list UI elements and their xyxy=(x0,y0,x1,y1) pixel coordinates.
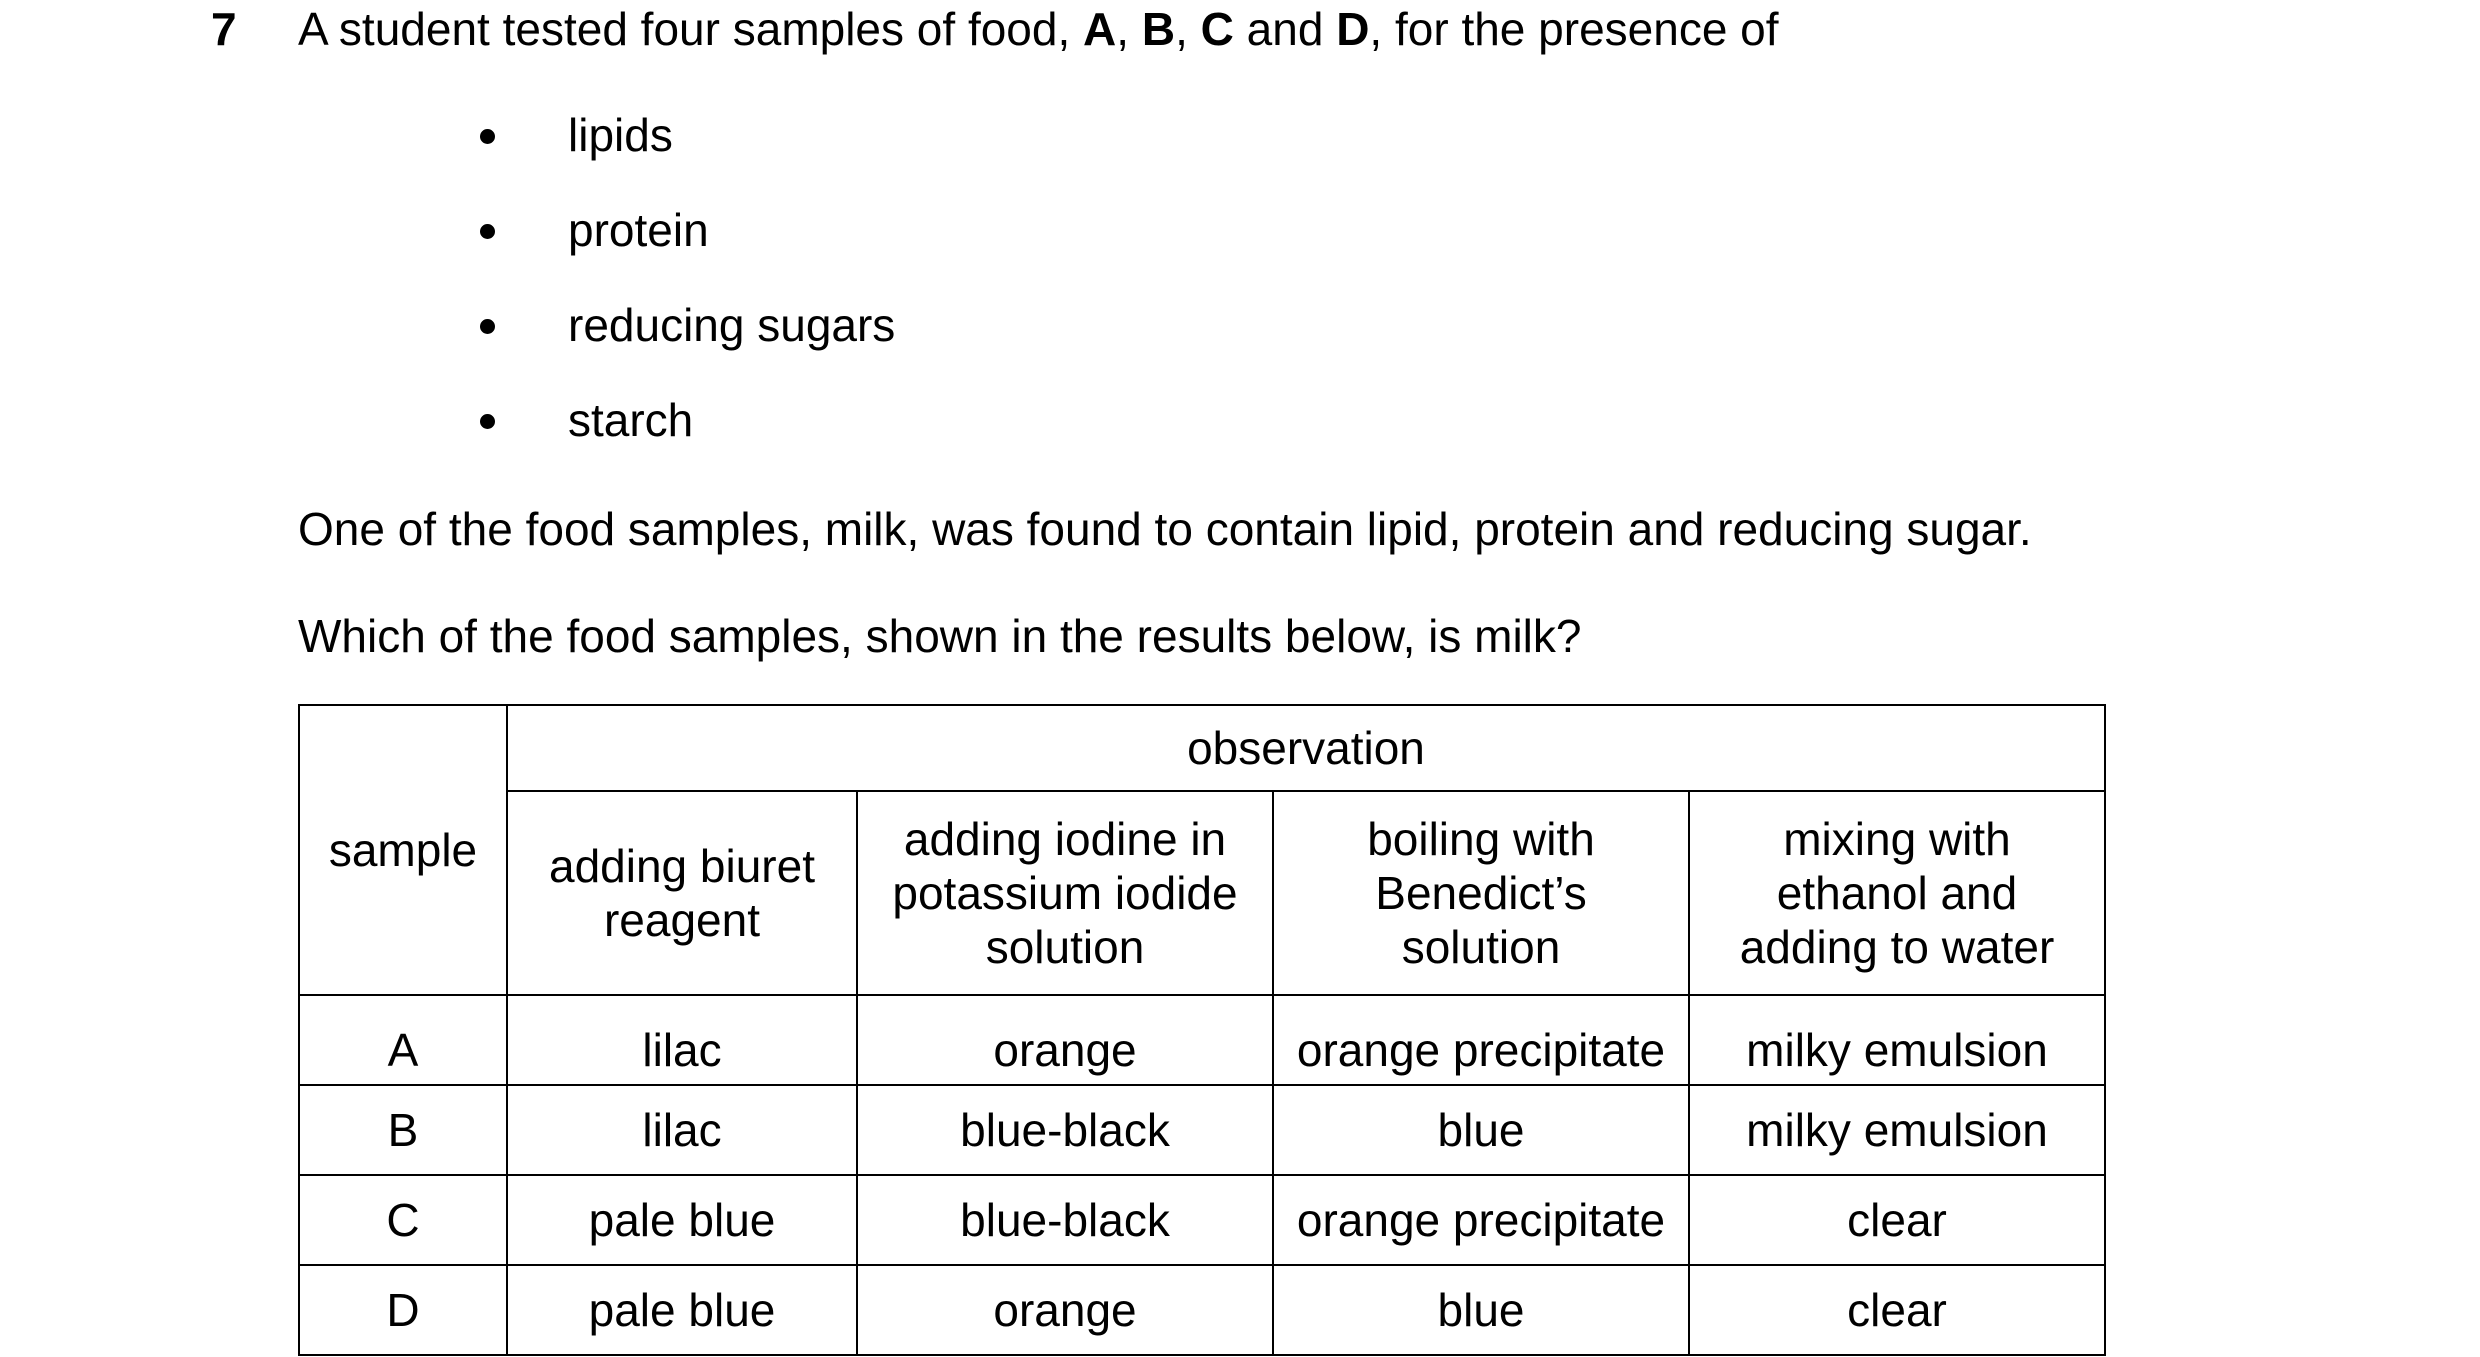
test-name: starch xyxy=(568,394,694,446)
table-cell: orange xyxy=(857,1265,1273,1355)
bullet-icon xyxy=(480,129,495,144)
sample-cell: A xyxy=(299,995,507,1085)
observation-header: observation xyxy=(507,705,2105,791)
header-line: ethanol and xyxy=(1776,867,2018,919)
table-cell: clear xyxy=(1689,1265,2105,1355)
table-cell: pale blue xyxy=(507,1265,857,1355)
test-name: protein xyxy=(568,204,709,256)
question-number: 7 xyxy=(211,3,237,55)
intro-separator: and xyxy=(1233,3,1337,55)
table-cell: pale blue xyxy=(507,1175,857,1265)
table-cell: blue-black xyxy=(857,1085,1273,1175)
table-row xyxy=(299,995,2105,1085)
intro-separator: , xyxy=(1175,3,1201,55)
bullet-icon xyxy=(480,224,495,239)
header-line: adding to water xyxy=(1739,921,2055,973)
column-header-benedicts xyxy=(1273,791,1689,995)
sample-cell: B xyxy=(299,1085,507,1175)
intro-text-end: , for the presence of xyxy=(1369,3,1779,55)
header-line: Benedict’s xyxy=(1375,867,1587,919)
milk-statement: One of the food samples, milk, was found to contain lipid, protein and reducing sugar. xyxy=(298,503,2032,555)
table-cell: milky emulsion xyxy=(1689,1085,2105,1175)
header-line: potassium iodide xyxy=(892,867,1238,919)
header-line: adding biuret xyxy=(549,840,815,892)
header-line: solution xyxy=(985,921,1145,973)
table-row xyxy=(299,1175,2105,1265)
header-line: adding iodine in xyxy=(903,813,1227,865)
table-cell: blue xyxy=(1273,1085,1689,1175)
header-line: boiling with xyxy=(1367,813,1595,865)
test-name: reducing sugars xyxy=(568,299,896,351)
table-cell: clear xyxy=(1689,1175,2105,1265)
table-cell: lilac xyxy=(507,1085,857,1175)
table-cell: orange precipitate xyxy=(1273,995,1689,1085)
table-row xyxy=(299,1085,2105,1175)
label-a: A xyxy=(1083,3,1117,55)
header-line: reagent xyxy=(603,894,760,946)
table-cell: blue-black xyxy=(857,1175,1273,1265)
question-intro xyxy=(298,2,1779,56)
results-table xyxy=(298,704,2106,1356)
table-cell: orange xyxy=(857,995,1273,1085)
table-cell: orange precipitate xyxy=(1273,1175,1689,1265)
label-b: B xyxy=(1141,3,1176,55)
intro-text-start: A student tested four samples of food, xyxy=(298,3,1084,55)
bullet-icon xyxy=(480,319,495,334)
table-row xyxy=(299,1265,2105,1355)
column-header-biuret xyxy=(507,791,857,995)
test-name: lipids xyxy=(568,109,673,161)
column-header-ethanol xyxy=(1689,791,2105,995)
table-header-row xyxy=(299,705,2105,791)
sample-cell: C xyxy=(299,1175,507,1265)
label-d: D xyxy=(1336,3,1370,55)
table-header-row xyxy=(299,791,2105,995)
header-line: mixing with xyxy=(1783,813,2011,865)
sample-header: sample xyxy=(299,705,507,995)
column-header-iodine xyxy=(857,791,1273,995)
header-line: solution xyxy=(1401,921,1561,973)
table-cell: milky emulsion xyxy=(1689,995,2105,1085)
sample-cell: D xyxy=(299,1265,507,1355)
intro-separator: , xyxy=(1116,3,1142,55)
label-c: C xyxy=(1200,3,1234,55)
question-prompt: Which of the food samples, shown in the results below, is milk? xyxy=(298,610,1582,662)
table-cell: blue xyxy=(1273,1265,1689,1355)
table-cell: lilac xyxy=(507,995,857,1085)
bullet-icon xyxy=(480,414,495,429)
